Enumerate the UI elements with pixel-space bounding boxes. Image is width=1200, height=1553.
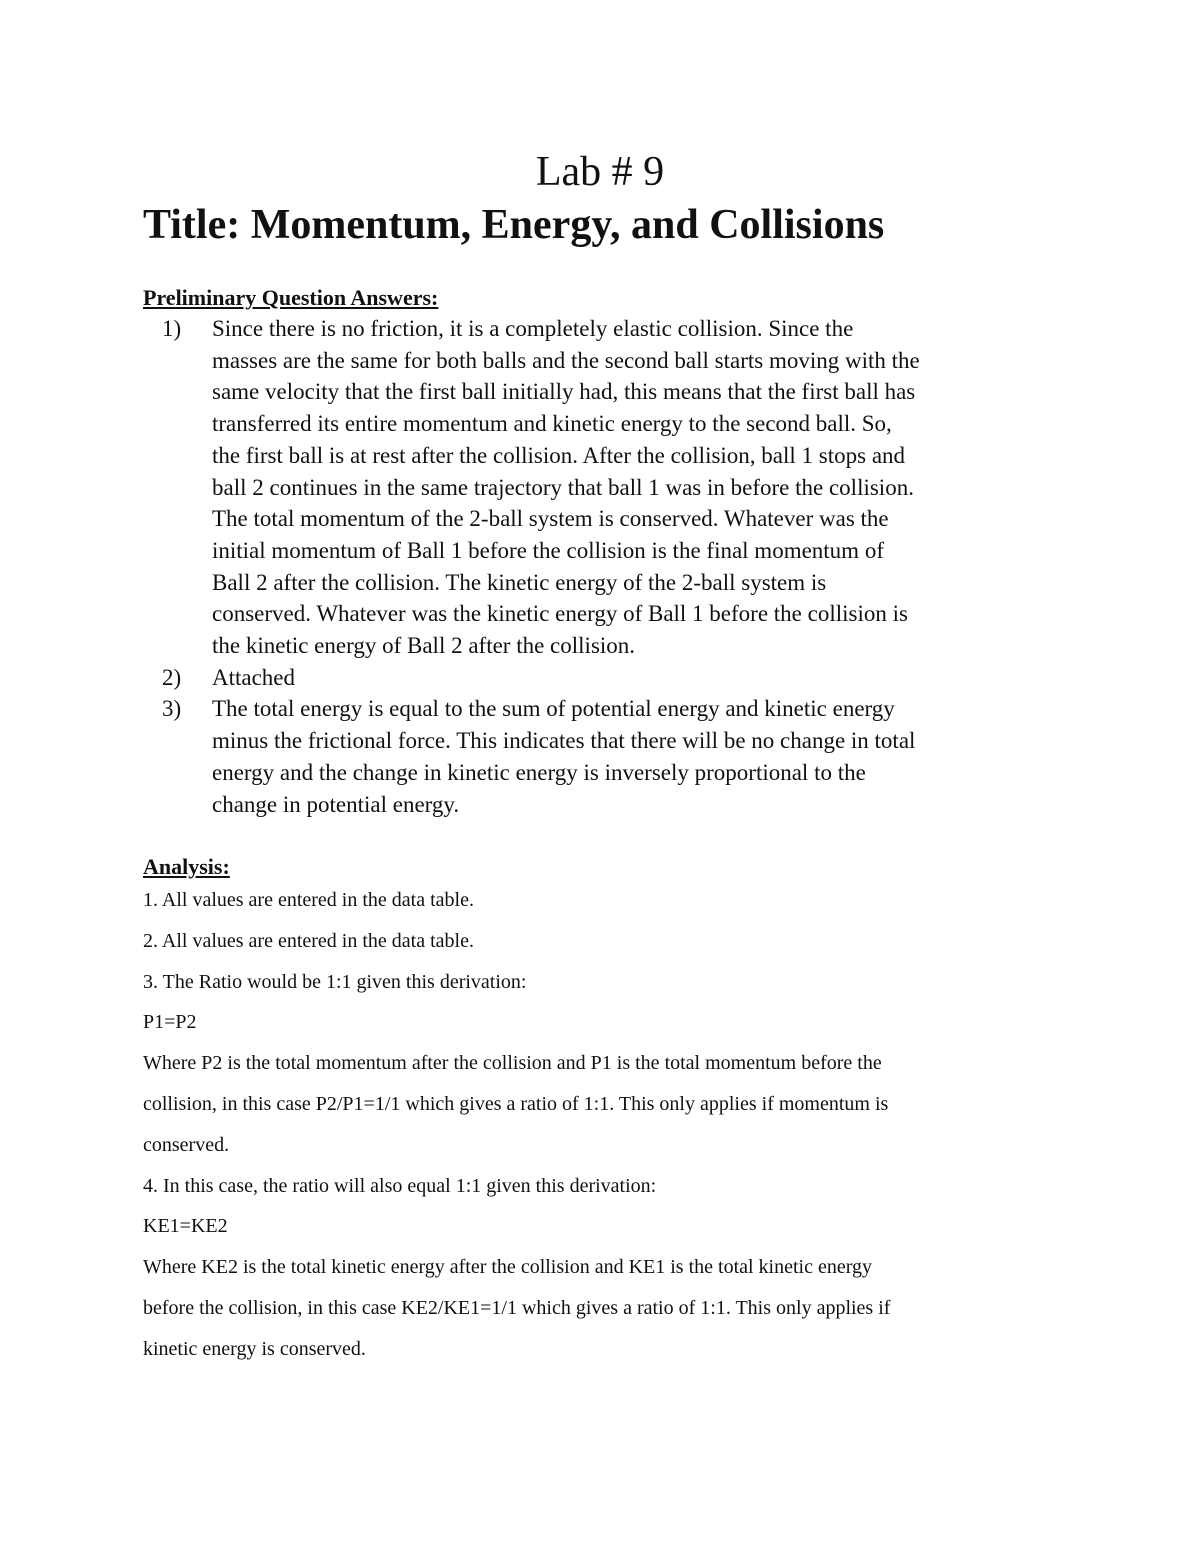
preliminary-answer-1 [143, 313, 1063, 662]
answer-line: Since there is no friction, it is a completely elastic collision. Since the [212, 316, 854, 341]
answer-line: energy and the change in kinetic energy is inversely proportional to the [212, 759, 866, 785]
list-number: 1) [162, 316, 182, 341]
analysis-line: KE1=KE2 [143, 1215, 228, 1238]
analysis-line: before the collision, in this case KE2/KE1=1/1 which gives a ratio of 1:1. This only applies if [143, 1296, 891, 1319]
preliminary-answer-2 [143, 662, 1063, 694]
lab-number-heading: Lab # 9 [535, 149, 665, 195]
preliminary-answer-3 [143, 693, 1063, 820]
answer-line: the first ball is at rest after the collision. After the collision, ball 1 stops and [212, 442, 906, 468]
list-number: 3) [162, 696, 182, 722]
analysis-line: collision, in this case P2/P1=1/1 which gives a ratio of 1:1. This only applies if momentum is [143, 1092, 889, 1115]
answer-line: masses are the same for both balls and the second ball starts moving with the [212, 347, 920, 373]
analysis-line: 4. In this case, the ratio will also equal 1:1 given this derivation: [143, 1174, 657, 1197]
analysis-line: 2. All values are entered in the data table. [143, 929, 474, 952]
document-title: Title: Momentum, Energy, and Collisions [143, 202, 885, 248]
answer-line: The total energy is equal to the sum of potential energy and kinetic energy [212, 696, 895, 722]
analysis-line: Where KE2 is the total kinetic energy after the collision and KE1 is the total kinetic energy [143, 1256, 873, 1279]
analysis-body [143, 880, 1043, 1370]
answer-line: conserved. Whatever was the kinetic energy of Ball 1 before the collision is [212, 601, 908, 627]
analysis-line: conserved. [143, 1133, 230, 1156]
preliminary-heading: Preliminary Question Answers: [143, 285, 439, 310]
answer-line: Attached [212, 664, 296, 690]
answer-line: transferred its entire momentum and kinetic energy to the second ball. So, [212, 411, 892, 437]
analysis-line: 3. The Ratio would be 1:1 given this derivation: [143, 970, 527, 993]
list-number: 2) [162, 664, 182, 690]
answer-line: ball 2 continues in the same trajectory that ball 1 was in before the collision. [212, 474, 914, 500]
answer-line: change in potential energy. [212, 791, 460, 817]
analysis-line: Where P2 is the total momentum after the collision and P1 is the total momentum before the [143, 1052, 882, 1075]
analysis-line: kinetic energy is conserved. [143, 1337, 366, 1360]
answer-line: minus the frictional force. This indicates that there will be no change in total [212, 728, 916, 754]
answer-line: same velocity that the first ball initially had, this means that the first ball has [212, 379, 916, 405]
answer-line: Ball 2 after the collision. The kinetic energy of the 2-ball system is [212, 569, 827, 595]
preliminary-answers-list [143, 313, 1063, 820]
answer-line: the kinetic energy of Ball 2 after the collision. [212, 633, 636, 659]
analysis-line: 1. All values are entered in the data table. [143, 889, 474, 911]
analysis-line: P1=P2 [143, 1011, 197, 1034]
answer-line: The total momentum of the 2-ball system is conserved. Whatever was the [212, 506, 889, 532]
answer-line: initial momentum of Ball 1 before the collision is the final momentum of [212, 537, 884, 563]
analysis-heading: Analysis: [143, 854, 230, 879]
